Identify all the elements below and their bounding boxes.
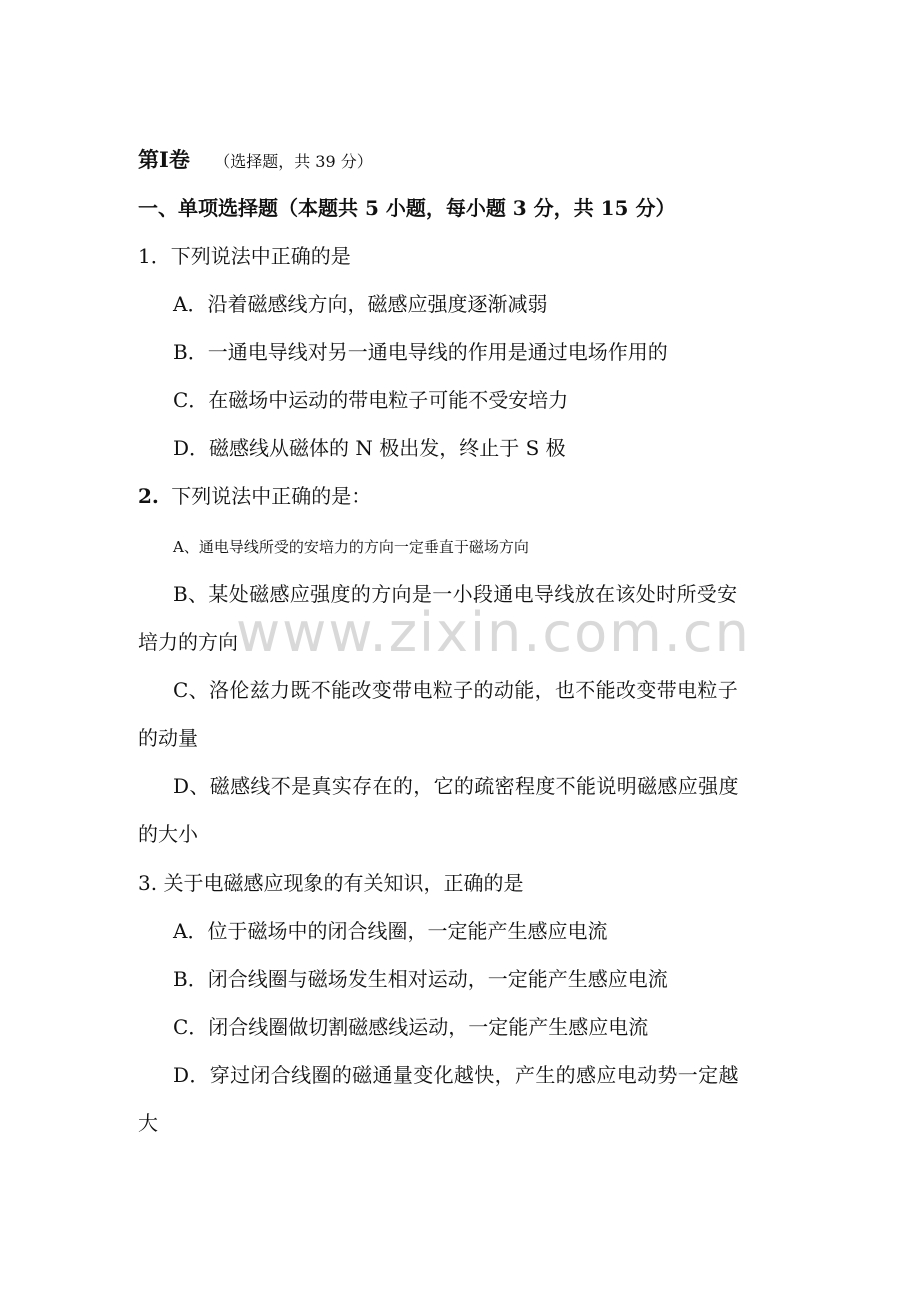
- watermark-text: www.zixin.com.cn: [236, 601, 751, 664]
- question-1-option-d: D．磁感线从磁体的 N 极出发，终止于 S 极: [173, 436, 566, 460]
- question-1-option-a: A．沿着磁感线方向，磁感应强度逐渐减弱: [173, 292, 548, 316]
- section-header: [138, 146, 373, 176]
- question-2-stem: 下列说法中正确的是：: [171, 484, 372, 508]
- question-2-option-c-line2: 的动量: [138, 726, 198, 750]
- question-1-option-b: B．一通电导线对另一通电导线的作用是通过电场作用的: [173, 340, 668, 364]
- question-1-option-c: C．在磁场中运动的带电粒子可能不受安培力: [173, 388, 569, 412]
- volume-title: 第Ⅰ卷: [138, 147, 190, 172]
- section-heading: 一、单项选择题（本题共 5 小题，每小题 3 分，共 15 分）: [138, 196, 676, 220]
- question-2-option-a: A、通电导线所受的安培力的方向一定垂直于磁场方向: [173, 538, 529, 556]
- question-2-number: 2.: [138, 484, 159, 508]
- question-3-option-b: B．闭合线圈与磁场发生相对运动，一定能产生感应电流: [173, 967, 668, 991]
- question-2-option-c-line1: C、洛伦兹力既不能改变带电粒子的动能，也不能改变带电粒子: [173, 678, 739, 702]
- question-3-option-a: A．位于磁场中的闭合线圈，一定能产生感应电流: [173, 919, 608, 943]
- question-1-stem: 1．下列说法中正确的是: [138, 244, 351, 268]
- question-3-option-d-line2: 大: [138, 1111, 158, 1135]
- question-3-option-c: C．闭合线圈做切割磁感线运动，一定能产生感应电流: [173, 1015, 649, 1039]
- question-2-option-d-line1: D、磁感线不是真实存在的，它的疏密程度不能说明磁感应强度: [173, 774, 739, 798]
- question-3-option-d-line1: D．穿过闭合线圈的磁通量变化越快，产生的感应电动势一定越: [173, 1063, 739, 1087]
- volume-subtitle: （选择题，共 39 分）: [214, 152, 373, 171]
- question-2-stem-row: [138, 482, 371, 510]
- question-2-option-b-line2: 培力的方向: [138, 630, 238, 654]
- question-2-option-d-line2: 的大小: [138, 822, 198, 846]
- question-3-stem: 3. 关于电磁感应现象的有关知识，正确的是: [138, 871, 524, 895]
- question-2-option-b-line1: B、某处磁感应强度的方向是一小段通电导线放在该处时所受安: [173, 582, 738, 606]
